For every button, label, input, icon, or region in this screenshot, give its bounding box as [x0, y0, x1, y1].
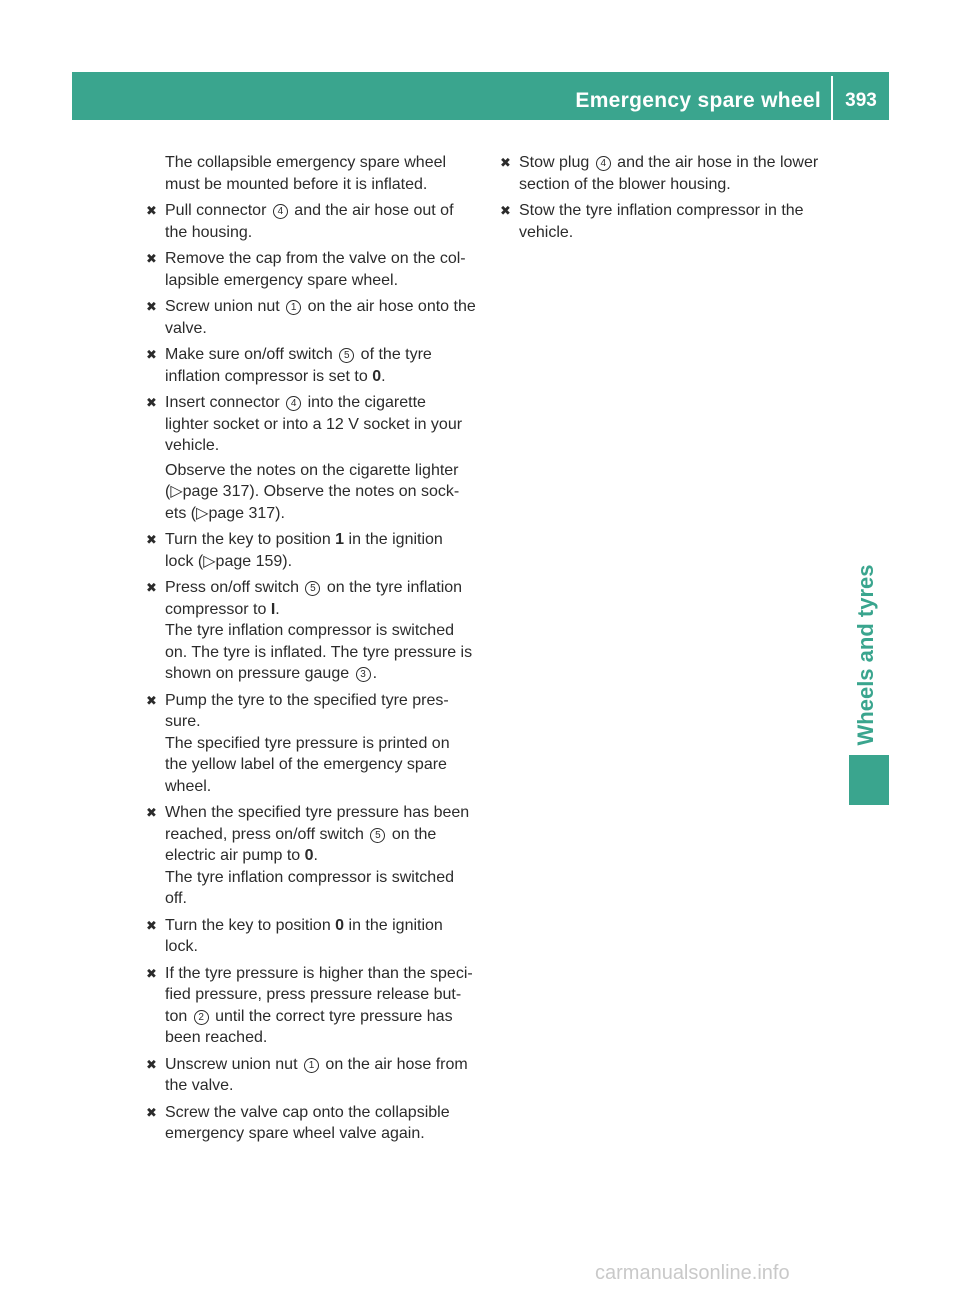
step-remove-cap: ✖ Remove the cap from the valve on the col- lapsible emergency spare wheel. — [146, 250, 466, 289]
page-number: 393 — [845, 90, 877, 111]
step-pull-connector: ✖ Pull connector 4 and the air hose out of the housing. — [146, 202, 454, 241]
step-screw-union-nut: ✖ Screw union nut 1 on the air hose onto the valve. — [146, 298, 476, 337]
step-unscrew-union-nut: ✖ Unscrew union nut 1 on the air hose from the valve. — [146, 1055, 468, 1094]
page-title: Emergency spare wheel — [575, 89, 821, 112]
step-turn-key-0: ✖ Turn the key to position 0 in the ignition lock. — [146, 916, 443, 955]
page-ref-link[interactable]: page 317). Observe the notes on sock- — [182, 483, 460, 500]
step-arrow-icon: ✖ — [146, 299, 157, 314]
callout-number: 1 — [286, 300, 301, 315]
step-insert-connector: ✖ Insert connector 4 into the cigarette lighter socket or into a 12 V socket in your vehicle. — [146, 394, 463, 454]
page-ref-link[interactable]: page 159). — [215, 552, 293, 570]
step-arrow-icon: ✖ — [500, 203, 511, 218]
step-screw-valve-cap: ✖ Screw the valve cap onto the collapsible emergency spare wheel valve again. — [146, 1103, 450, 1142]
step-arrow-icon: ✖ — [146, 965, 157, 981]
header-bar — [72, 72, 889, 120]
step-press-switch: ✖ Press on/off switch 5 on the tyre inflation compressor to I. The tyre inflation compressor is switched on. The tyre is inflated. The tyre pressure is shown on pressure gauge 3 . — [146, 579, 473, 682]
intro-text: The collapsible emergency spare wheel must be mounted before it is inflated. — [165, 154, 447, 193]
step-arrow-icon: ✖ — [146, 805, 157, 820]
left-column — [146, 152, 484, 1150]
page-ref-icon: ▷ — [170, 483, 183, 500]
step-arrow-icon: ✖ — [146, 203, 157, 218]
step-turn-key-1: ✖ Turn the key to position 1 in the ignition lock (▷page 159). — [146, 531, 443, 570]
callout-number: 2 — [194, 1010, 209, 1025]
step-arrow-icon: ✖ — [146, 1104, 157, 1120]
step-pump-tyre: ✖ Pump the tyre to the specified tyre pres- sure. The specified tyre pressure is printed on the yellow label of the emergency spare wheel. — [146, 691, 450, 795]
step-arrow-icon: ✖ — [146, 1056, 157, 1072]
step-arrow-icon: ✖ — [146, 395, 157, 410]
callout-number: 4 — [596, 156, 611, 171]
callout-number: 5 — [339, 348, 354, 363]
step-switch-off: ✖ When the specified tyre pressure has been reached, press on/off switch 5 on the electric air pump to 0. The tyre inflation compressor is switched off. — [146, 804, 470, 907]
right-column — [500, 152, 845, 248]
step-arrow-icon: ✖ — [146, 692, 157, 708]
step-arrow-icon: ✖ — [146, 251, 157, 266]
callout-number: 3 — [356, 667, 371, 682]
step-arrow-icon: ✖ — [146, 532, 157, 547]
header-divider — [831, 76, 833, 120]
step-arrow-icon: ✖ — [146, 917, 157, 933]
page-ref-icon: ▷ — [196, 504, 209, 522]
step-stow-compressor: ✖ Stow the tyre inflation compressor in the vehicle. — [500, 202, 804, 241]
callout-number: 5 — [305, 581, 320, 596]
callout-number: 4 — [286, 396, 301, 411]
step-arrow-icon: ✖ — [146, 347, 157, 362]
step-stow-plug: ✖ Stow plug 4 and the air hose in the lower section of the blower housing. — [500, 154, 819, 193]
callout-number: 4 — [273, 204, 288, 219]
watermark: carmanualsonline.info — [595, 1262, 790, 1284]
note-cigarette-lighter: Observe the notes on the cigarette lighter (▷page 317). Observe the notes on sock- ets (▷page 317). — [165, 461, 460, 522]
side-tab — [836, 555, 896, 755]
side-tab-marker — [849, 755, 889, 805]
callout-number: 1 — [304, 1058, 319, 1073]
step-arrow-icon: ✖ — [146, 580, 157, 595]
step-check-switch: ✖ Make sure on/off switch 5 of the tyre inflation compressor is set to 0. — [146, 346, 432, 385]
step-release-pressure: ✖ If the tyre pressure is higher than the speci- fied pressure, press pressure release but- ton 2 until the correct tyre pressure has been reached. — [146, 964, 473, 1046]
page-ref-icon: ▷ — [203, 552, 216, 570]
step-arrow-icon: ✖ — [500, 155, 511, 170]
page-ref-link[interactable]: page 317). — [208, 504, 285, 522]
side-tab-label: Wheels and tyres — [853, 564, 878, 746]
callout-number: 5 — [370, 828, 385, 843]
